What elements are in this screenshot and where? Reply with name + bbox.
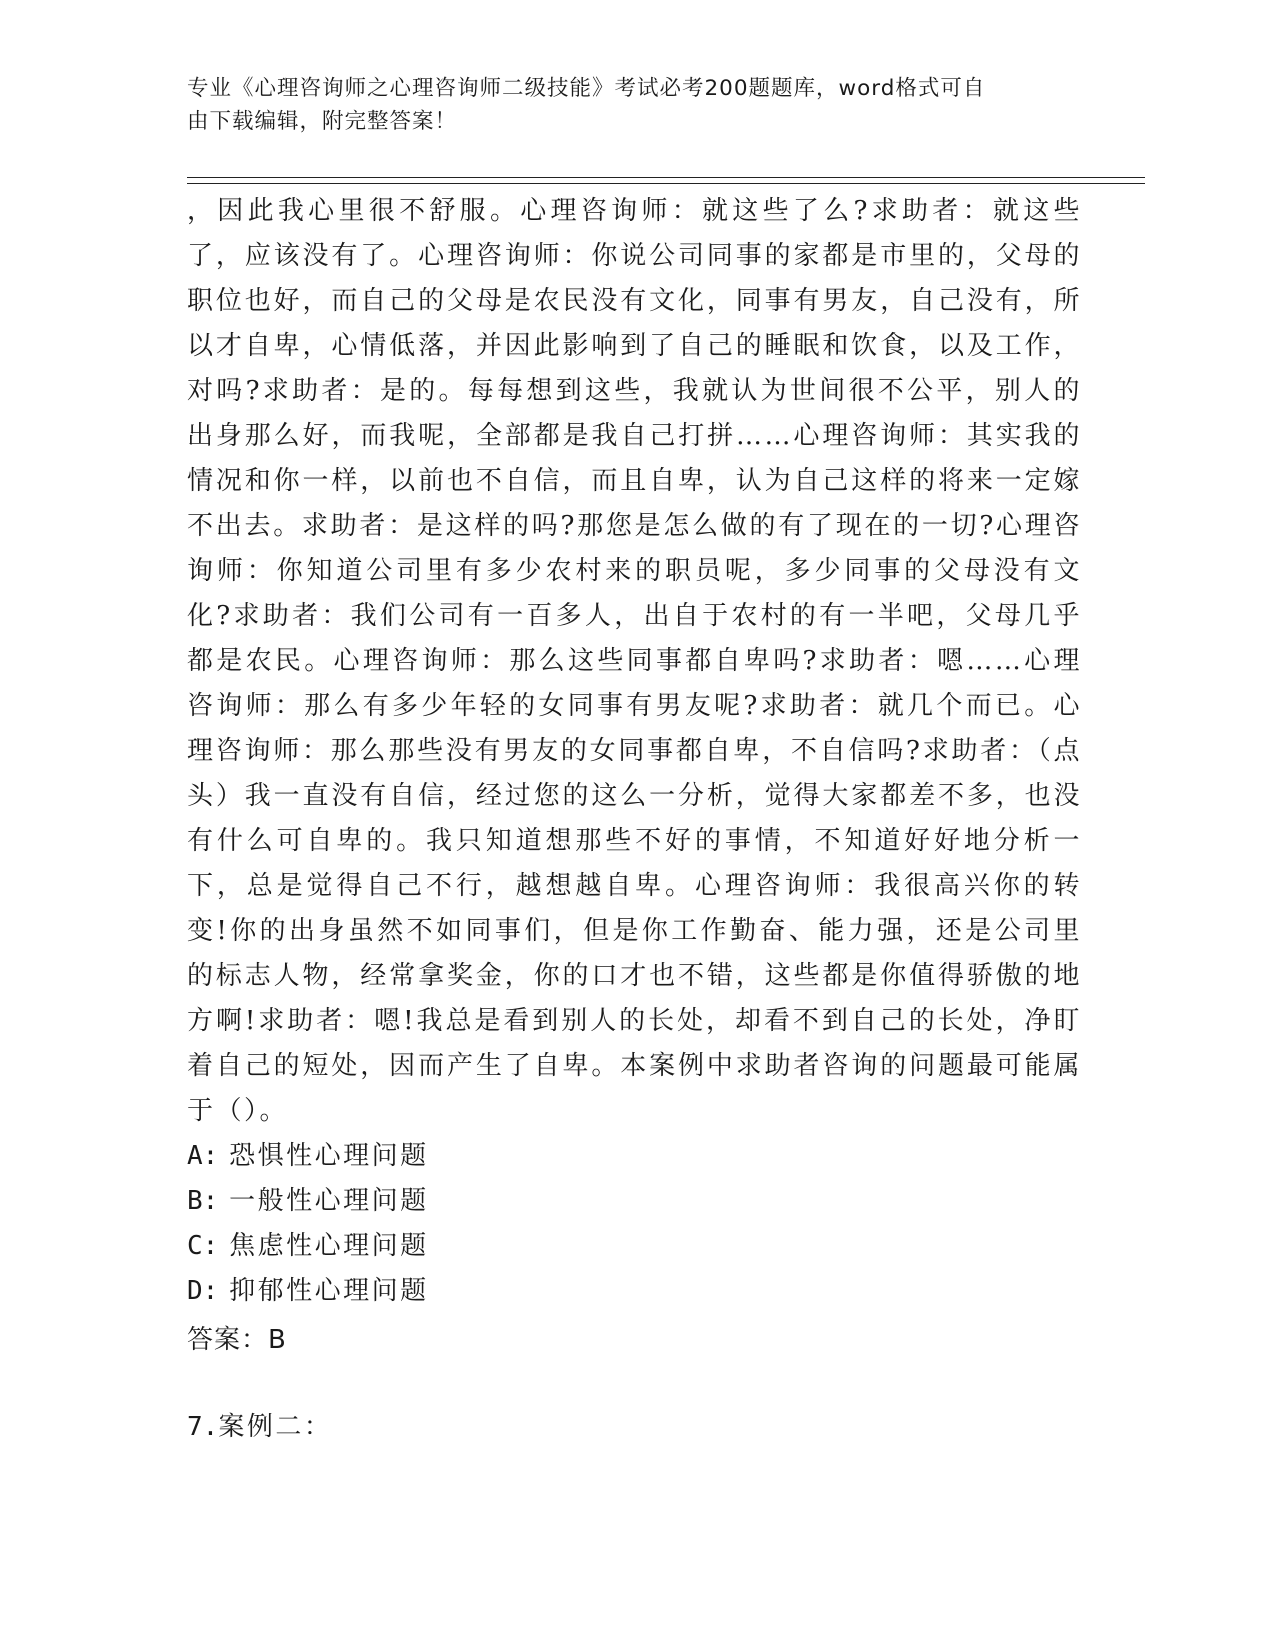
document-header bbox=[187, 72, 1067, 138]
option-letter: A: bbox=[187, 1141, 219, 1171]
option-list bbox=[187, 1134, 1082, 1314]
answer-label: 答案： bbox=[187, 1325, 269, 1355]
option-text: 一般性心理问题 bbox=[229, 1186, 429, 1216]
option-letter: C: bbox=[187, 1231, 219, 1261]
question-passage: ，因此我心里很不舒服。心理咨询师：就这些了么?求助者：就这些了，应该没有了。心理咨询师：你说公司同事的家都是市里的，父母的职位也好，而自己的父母是农民没有文化，同事有男友，自己没有，所以才自卑，心情低落，并因此影响到了自己的睡眠和饮食，以及工作，对吗?求助者：是的。每每想到这些，我就认为世间很不公平，别人的出身那么好，而我呢，全部都是我自己打拼……心理咨询师：其实我的情况和你一样，以前也不自信，而且自卑，认为自己这样的将来一定嫁不出去。求助者：是这样的吗?那您是怎么做的有了现在的一切?心理咨询师：你知道公司里有多少农村来的职员呢，多少同事的父母没有文化?求助者：我们公司有一百多人，出自于农村的有一半吧，父母几乎都是农民。心理咨询师：那么这些同事都自卑吗?求助者：嗯……心理咨询师：那么有多少年轻的女同事有男友呢?求助者：就几个而已。心理咨询师：那么那些没有男友的女同事都自卑，不自信吗?求助者：（点头）我一直没有自信，经过您的这么一分析，觉得大家都差不多，也没有什么可自卑的。我只知道想那些不好的事情，不知道好好地分析一下，总是觉得自己不行，越想越自卑。心理咨询师：我很高兴你的转变!你的出身虽然不如同事们，但是你工作勤奋、能力强，还是公司里的标志人物，经常拿奖金，你的口才也不错，这些都是你值得骄傲的地方啊!求助者：嗯!我总是看到别人的长处，却看不到自己的长处，净盯着自己的短处，因而产生了自卑。本案例中求助者咨询的问题最可能属于（）。 bbox=[187, 196, 1082, 1126]
header-line-2: 由下载编辑，附完整答案！ bbox=[187, 109, 458, 134]
answer-value: B bbox=[268, 1325, 287, 1355]
header-divider-bottom bbox=[187, 183, 1145, 184]
option-c bbox=[187, 1224, 1082, 1269]
next-question-heading bbox=[187, 1405, 332, 1450]
question-title: 案例二： bbox=[218, 1412, 333, 1442]
option-text: 恐惧性心理问题 bbox=[229, 1141, 429, 1171]
option-d bbox=[187, 1269, 1082, 1314]
header-divider-top bbox=[187, 177, 1145, 178]
option-text: 焦虑性心理问题 bbox=[229, 1231, 429, 1261]
option-b bbox=[187, 1179, 1082, 1224]
answer-line bbox=[187, 1318, 1082, 1363]
option-text: 抑郁性心理问题 bbox=[229, 1276, 429, 1306]
option-a bbox=[187, 1134, 1082, 1179]
header-line-1: 专业《心理咨询师之心理咨询师二级技能》考试必考200题题库，word格式可自 bbox=[187, 76, 986, 101]
option-letter: D: bbox=[187, 1276, 219, 1306]
option-letter: B: bbox=[187, 1186, 219, 1216]
question-block bbox=[187, 189, 1082, 1363]
question-number: 7. bbox=[187, 1412, 219, 1442]
